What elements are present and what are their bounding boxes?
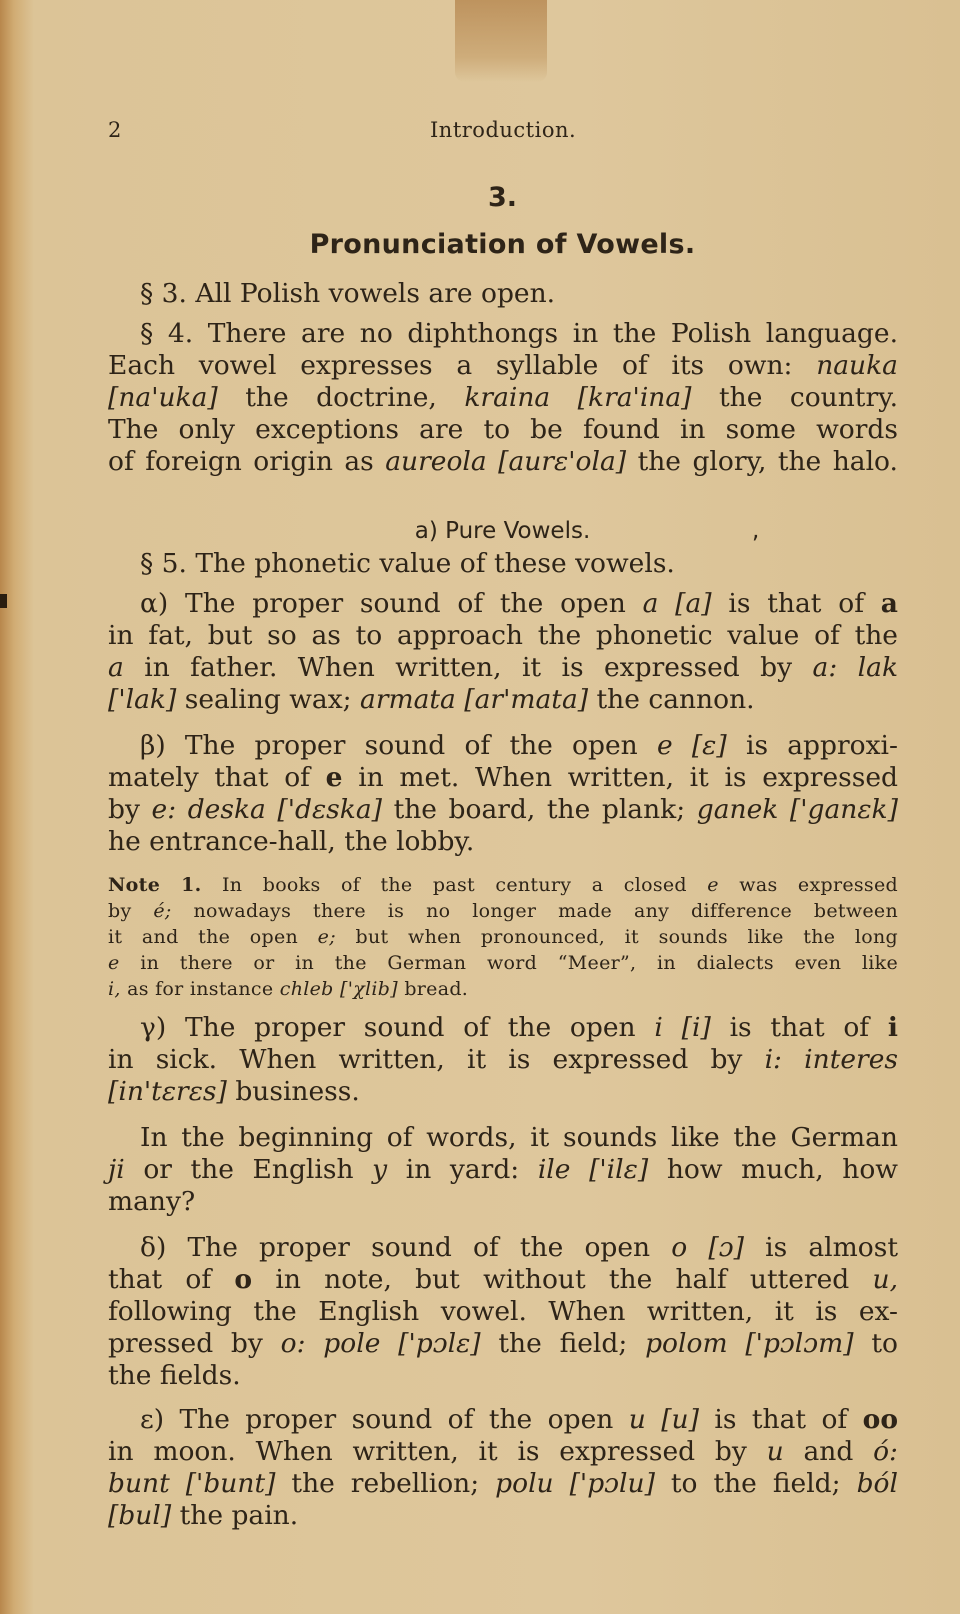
polish-word: ó: — [873, 1436, 898, 1467]
note-text: was expressed — [739, 874, 898, 896]
transcription: ['lak] — [108, 684, 177, 715]
line-text: in sick. When written, it is expressed by — [108, 1044, 743, 1075]
gamma-line — [108, 1044, 898, 1076]
epsilon-line — [108, 1500, 898, 1532]
polish-word: u — [766, 1436, 784, 1467]
delta-line — [108, 1328, 898, 1360]
line-text: to — [871, 1328, 898, 1359]
note-line — [108, 950, 898, 976]
line-text: in father. When written, it is expressed by — [144, 652, 793, 683]
polish-word: e [ɛ] — [656, 730, 727, 761]
polish-word: polom ['pɔlɔm] — [645, 1328, 854, 1359]
line-text: the glory, the halo. — [637, 446, 898, 477]
line-text: the board, the plank; — [393, 794, 686, 825]
polish-word: i: interes — [764, 1044, 898, 1075]
line-text: is almost — [765, 1232, 898, 1263]
alpha-line — [108, 652, 898, 684]
paragraph-4-line — [108, 446, 898, 478]
line-text: how much, how — [666, 1154, 898, 1185]
running-title: Introduction. — [430, 118, 577, 142]
line-text: in met. When written, it is expressed — [358, 762, 898, 793]
line-text: in fat, but so as to approach the phonetic value of the — [108, 620, 898, 651]
section-title: Pronunciation of Vowels. — [309, 229, 696, 260]
paragraph-5-line — [108, 548, 898, 580]
line-text: and — [803, 1436, 854, 1467]
line-text: business. — [235, 1076, 360, 1107]
english-letter: a — [880, 588, 898, 619]
line-text: § 5. The phonetic value of these vowels. — [140, 548, 675, 579]
english-letter: oo — [862, 1404, 898, 1435]
note-letter: e; — [317, 926, 336, 948]
polish-word: polu ['pɔlu] — [495, 1468, 655, 1499]
delta-line — [108, 1360, 898, 1392]
english-letter: u, — [872, 1264, 898, 1295]
line-text: in moon. When written, it is expressed by — [108, 1436, 747, 1467]
line-text: that of — [108, 1264, 212, 1295]
line-text: ε) The proper sound of the open — [140, 1404, 614, 1435]
gamma-line — [108, 1186, 898, 1218]
note-text: by — [108, 900, 132, 922]
paragraph-3-line — [108, 278, 898, 310]
note-label: Note 1. — [108, 874, 202, 896]
line-text: The only exceptions are to be found in some words — [108, 414, 898, 445]
polish-word: o: pole ['pɔlɛ] — [280, 1328, 481, 1359]
line-text: of foreign origin as — [108, 446, 374, 477]
polish-word: armata [ar'mata] — [360, 684, 589, 715]
section-number: 3. — [487, 182, 518, 213]
polish-word: e: deska ['dɛska] — [151, 794, 382, 825]
polish-word: ganek ['ganɛk] — [696, 794, 898, 825]
english-letter: y — [372, 1154, 388, 1185]
note-text: as for instance — [127, 978, 274, 1000]
note-text: bread. — [404, 978, 469, 1000]
line-text: In the beginning of words, it sounds like the German — [140, 1122, 898, 1153]
running-head — [108, 118, 898, 146]
gamma-line — [108, 1012, 898, 1044]
gamma-line — [108, 1154, 898, 1186]
line-text: the cannon. — [596, 684, 755, 715]
note-letter: é; — [153, 900, 172, 922]
line-text: the pain. — [179, 1500, 299, 1531]
polish-word: nauka — [816, 350, 898, 381]
line-text: he entrance-hall, the lobby. — [108, 826, 475, 857]
line-text: in note, but without the half uttered — [275, 1264, 850, 1295]
line-text: the fields. — [108, 1360, 241, 1391]
alpha-line — [108, 684, 898, 716]
transcription: [na'uka] — [108, 382, 218, 413]
beta-line — [108, 826, 898, 858]
line-text: or the English — [143, 1154, 354, 1185]
epsilon-line — [108, 1436, 898, 1468]
line-text: following the English vowel. When written, it is ex- — [108, 1296, 898, 1327]
delta-line — [108, 1232, 898, 1264]
margin-mark — [0, 594, 7, 608]
gamma-line — [108, 1122, 898, 1154]
line-text: β) The proper sound of the open — [140, 730, 638, 761]
delta-line — [108, 1296, 898, 1328]
polish-word: ból — [856, 1468, 898, 1499]
polish-word: u [u] — [628, 1404, 699, 1435]
polish-word: ile ['ilɛ] — [537, 1154, 649, 1185]
line-text: to the field; — [670, 1468, 841, 1499]
note-letter: i, — [108, 978, 121, 1000]
note-line — [108, 898, 898, 924]
line-text: is approxi- — [745, 730, 898, 761]
line-text: the doctrine, — [245, 382, 437, 413]
page-stain — [455, 0, 547, 82]
line-text: Each vowel expresses a syllable of its own: — [108, 350, 793, 381]
polish-word: bunt ['bunt] — [108, 1468, 276, 1499]
epsilon-line — [108, 1404, 898, 1436]
english-letter: e — [325, 762, 343, 793]
polish-word: aureola [aurɛ'ola] — [385, 446, 627, 477]
polish-word: a [a] — [642, 588, 712, 619]
delta-line — [108, 1264, 898, 1296]
line-text: α) The proper sound of the open — [140, 588, 626, 619]
note-letter: e — [707, 874, 719, 896]
polish-word: o [ɔ] — [671, 1232, 744, 1263]
transcription: [bul] — [108, 1500, 172, 1531]
polish-word: kraina [kra'ina] — [464, 382, 692, 413]
stray-mark: , — [752, 518, 760, 544]
paragraph-4-line — [108, 382, 898, 414]
paragraph-4-line — [108, 350, 898, 382]
polish-word: chleb ['χlib] — [279, 978, 398, 1000]
note-text: nowadays there is no longer made any difference between — [193, 900, 899, 922]
english-letter: i — [887, 1012, 898, 1043]
english-letter: o — [234, 1264, 253, 1295]
alpha-line — [108, 620, 898, 652]
line-text: in yard: — [405, 1154, 520, 1185]
paragraph-4-line — [108, 318, 898, 350]
alpha-line — [108, 588, 898, 620]
note-text: but when pronounced, it sounds like the long — [355, 926, 898, 948]
line-text: many? — [108, 1186, 196, 1217]
note-letter: e — [108, 952, 120, 974]
gamma-line — [108, 1076, 898, 1108]
line-text: by — [108, 794, 140, 825]
polish-word: i [i] — [654, 1012, 711, 1043]
beta-line — [108, 730, 898, 762]
line-text: the field; — [498, 1328, 628, 1359]
note-line — [108, 976, 898, 1002]
note-text: it and the open — [108, 926, 299, 948]
english-letter: a — [108, 652, 124, 683]
english-letter: ji — [108, 1154, 125, 1185]
line-text: § 3. All Polish vowels are open. — [140, 278, 556, 309]
epsilon-line — [108, 1468, 898, 1500]
note-line — [108, 924, 898, 950]
paragraph-4-line — [108, 414, 898, 446]
note-line — [108, 872, 898, 898]
line-text: the rebellion; — [291, 1468, 480, 1499]
line-text: is that of — [728, 588, 864, 619]
transcription: [in'tɛrɛs] — [108, 1076, 227, 1107]
line-text: § 4. There are no diphthongs in the Polish language. — [140, 318, 898, 349]
beta-line — [108, 762, 898, 794]
subheading — [0, 518, 960, 544]
note-text: In books of the past century a closed — [221, 874, 687, 896]
line-text: pressed by — [108, 1328, 263, 1359]
line-text: sealing wax; — [184, 684, 352, 715]
line-text: the country. — [719, 382, 898, 413]
polish-word: a: lak — [812, 652, 899, 683]
line-text: is that of — [714, 1404, 848, 1435]
subheading-text: a) Pure Vowels. — [414, 518, 591, 544]
page-number: 2 — [108, 118, 122, 142]
line-text: mately that of — [108, 762, 310, 793]
beta-line — [108, 794, 898, 826]
line-text: γ) The proper sound of the open — [140, 1012, 636, 1043]
line-text: δ) The proper sound of the open — [140, 1232, 651, 1263]
note-text: in there or in the German word “Meer”, in dialects even like — [140, 952, 899, 974]
line-text: is that of — [729, 1012, 870, 1043]
